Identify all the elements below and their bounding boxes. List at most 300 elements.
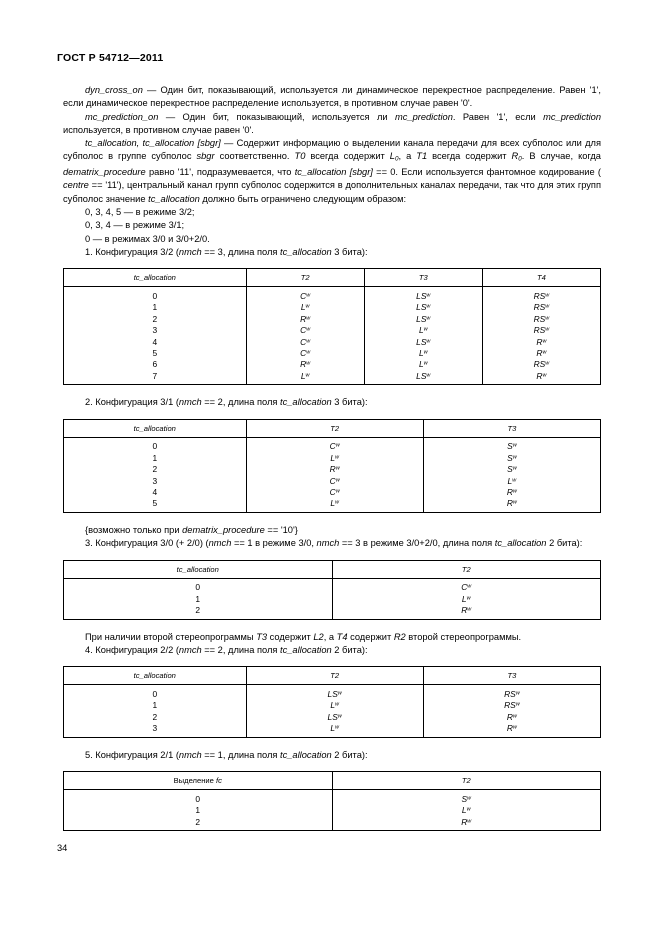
tc-allocation-table-3-0 bbox=[63, 560, 601, 620]
channel-label: LS bbox=[327, 689, 338, 700]
channel-label: L bbox=[300, 302, 306, 313]
caption-4-suffix: 2 бита): bbox=[331, 645, 368, 656]
constraint-item-1: 0, 3, 4 — в режиме 3/1; bbox=[85, 220, 185, 231]
caption-1-mid: == 3, длина поля bbox=[201, 246, 280, 257]
channel-superscript: w bbox=[542, 338, 547, 345]
cell-channel-value bbox=[246, 370, 364, 385]
caption-3-term-nmch-b: nmch bbox=[316, 538, 340, 549]
cell-channel-value bbox=[482, 336, 600, 347]
label-t0: T0 bbox=[294, 151, 306, 162]
cell-channel-value bbox=[482, 359, 600, 370]
cell-tc-allocation-index: 2 bbox=[64, 313, 247, 324]
column-header-t2: T2 bbox=[246, 667, 423, 685]
note-stereo-l2: L2 bbox=[313, 631, 324, 642]
caption-4-prefix: 4. Конфигурация 2/2 ( bbox=[85, 645, 179, 656]
cell-channel-value bbox=[246, 685, 423, 700]
table-row bbox=[64, 805, 601, 816]
table-body-4 bbox=[64, 685, 601, 738]
cell-tc-allocation-index: 0 bbox=[64, 578, 333, 593]
mc-prediction-text-3: используется, в противном случае равен '0'. bbox=[63, 124, 254, 135]
table-header-row bbox=[64, 772, 601, 790]
caption-5-mid: == 1, длина поля bbox=[201, 749, 280, 760]
paragraph-dyn-cross-on-text: — Один бит, показывающий, используется ли динамическое перекрестное распределение. Равен '1', если динамическое перекрестное распределение используется, в противном случае равен '0'. bbox=[63, 85, 601, 109]
channel-superscript: w bbox=[515, 702, 520, 709]
caption-2-term-nmch: nmch bbox=[178, 397, 202, 408]
channel-superscript: w bbox=[426, 338, 431, 345]
table-row bbox=[64, 790, 601, 805]
table-header-row bbox=[64, 419, 601, 437]
channel-label: C bbox=[300, 290, 307, 301]
cell-tc-allocation-index: 0 bbox=[64, 790, 333, 805]
channel-label: S bbox=[507, 464, 513, 475]
cell-channel-value bbox=[332, 816, 601, 831]
channel-superscript: w bbox=[306, 360, 311, 367]
table-row bbox=[64, 313, 601, 324]
channel-label: C bbox=[329, 475, 336, 486]
caption-3-suffix: 2 бита): bbox=[546, 538, 583, 549]
note-dematrix-text-2: == '10'} bbox=[264, 525, 298, 536]
header-label-fc: fc bbox=[215, 776, 222, 786]
term-mc-prediction-3: mc_prediction bbox=[543, 111, 602, 122]
channel-label: RS bbox=[533, 325, 546, 336]
channel-superscript: w bbox=[306, 349, 311, 356]
note-stereo-text-5: второй стереопрограммы. bbox=[405, 631, 522, 642]
channel-label: L bbox=[418, 325, 424, 336]
document-body bbox=[63, 84, 601, 831]
caption-5-prefix: 5. Конфигурация 2/1 ( bbox=[85, 749, 179, 760]
cell-channel-value bbox=[482, 324, 600, 335]
cell-channel-value bbox=[246, 302, 364, 313]
channel-label: R bbox=[506, 498, 513, 509]
table-body-3 bbox=[64, 578, 601, 619]
cell-channel-value bbox=[364, 347, 482, 358]
channel-label: R bbox=[300, 313, 307, 324]
channel-label: RS bbox=[504, 689, 516, 700]
channel-label: L bbox=[461, 805, 467, 816]
column-header-t3: T3 bbox=[423, 667, 600, 685]
table-caption-1 bbox=[63, 246, 601, 259]
mc-prediction-text-1: — Один бит, показывающий, используется ли bbox=[158, 111, 396, 122]
channel-superscript: w bbox=[512, 465, 517, 472]
header-label-plain: Выделение bbox=[173, 776, 216, 786]
channel-superscript: w bbox=[545, 326, 550, 333]
channel-superscript: w bbox=[466, 595, 471, 602]
cell-channel-value bbox=[423, 486, 600, 497]
cell-channel-value bbox=[364, 336, 482, 347]
channel-label: L bbox=[300, 370, 306, 381]
cell-channel-value bbox=[246, 498, 423, 513]
channel-superscript: w bbox=[426, 304, 431, 310]
caption-2-prefix: 2. Конфигурация 3/1 ( bbox=[85, 397, 179, 408]
channel-label: R bbox=[536, 347, 543, 358]
cell-channel-value bbox=[246, 287, 364, 302]
table-row bbox=[64, 452, 601, 463]
channel-superscript: w bbox=[306, 326, 311, 333]
note-second-stereo-program bbox=[63, 631, 601, 644]
cell-tc-allocation-index: 6 bbox=[64, 359, 247, 370]
table-row bbox=[64, 604, 601, 619]
caption-5-term-nmch: nmch bbox=[178, 749, 202, 760]
cell-channel-value bbox=[246, 486, 423, 497]
label-r0-sub: 0 bbox=[518, 155, 522, 163]
channel-superscript: w bbox=[335, 499, 340, 506]
table-row bbox=[64, 700, 601, 711]
cell-channel-value bbox=[423, 475, 600, 486]
cell-tc-allocation-index: 5 bbox=[64, 498, 247, 513]
cell-tc-allocation-index: 1 bbox=[64, 452, 247, 463]
channel-superscript: w bbox=[306, 315, 311, 322]
caption-1-term-nmch: nmch bbox=[178, 246, 202, 257]
channel-label: R bbox=[329, 464, 336, 475]
table-caption-2 bbox=[63, 396, 601, 409]
mc-prediction-text-2: . Равен '1', если bbox=[452, 111, 544, 122]
cell-channel-value bbox=[332, 790, 601, 805]
table-caption-4 bbox=[63, 644, 601, 657]
table-row bbox=[64, 593, 601, 604]
cell-tc-allocation-index: 3 bbox=[64, 723, 247, 738]
table-row bbox=[64, 723, 601, 738]
channel-label: RS bbox=[533, 359, 546, 370]
label-l0-sub: 0 bbox=[394, 155, 399, 163]
column-header-t2: T2 bbox=[246, 419, 423, 437]
cell-channel-value bbox=[246, 347, 364, 358]
caption-1-prefix: 1. Конфигурация 3/2 ( bbox=[85, 246, 179, 257]
channel-label: C bbox=[329, 441, 336, 452]
channel-superscript: w bbox=[467, 583, 472, 590]
table-row bbox=[64, 336, 601, 347]
cell-channel-value bbox=[423, 700, 600, 711]
cell-channel-value bbox=[423, 463, 600, 474]
channel-superscript: w bbox=[335, 477, 340, 484]
channel-superscript: w bbox=[512, 477, 517, 484]
constraint-item-2: 0 — в режимах 3/0 и 3/0+2/0. bbox=[85, 233, 210, 244]
note-stereo-r2: R2 bbox=[393, 631, 406, 642]
caption-3-prefix: 3. Конфигурация 3/0 (+ 2/0) ( bbox=[85, 538, 209, 549]
tc-allocation-table-3-2 bbox=[63, 268, 601, 385]
table-header-row bbox=[64, 560, 601, 578]
cell-channel-value bbox=[246, 359, 364, 370]
channel-superscript: w bbox=[335, 443, 340, 450]
cell-tc-allocation-index: 1 bbox=[64, 302, 247, 313]
table-row bbox=[64, 370, 601, 385]
channel-superscript: w bbox=[512, 724, 517, 731]
channel-superscript: w bbox=[467, 818, 472, 825]
note-stereo-text-3: , а bbox=[323, 631, 337, 642]
column-header-tc-allocation: tc_allocation bbox=[64, 419, 247, 437]
table-row bbox=[64, 578, 601, 593]
column-header-tc-allocation: tc_allocation bbox=[64, 560, 333, 578]
table-body-1 bbox=[64, 287, 601, 385]
channel-superscript: w bbox=[512, 488, 517, 495]
channel-superscript: w bbox=[426, 372, 431, 379]
tc-alloc-text-6: . В случае, когда bbox=[521, 151, 601, 162]
cell-channel-value bbox=[246, 313, 364, 324]
paragraph-tc-allocation bbox=[63, 137, 601, 206]
table-container-4 bbox=[63, 666, 601, 738]
channel-label: C bbox=[300, 336, 307, 347]
channel-superscript: w bbox=[545, 304, 550, 310]
table-row bbox=[64, 685, 601, 700]
cell-channel-value bbox=[364, 313, 482, 324]
cell-tc-allocation-index: 4 bbox=[64, 486, 247, 497]
channel-superscript: w bbox=[467, 795, 472, 802]
channel-superscript: w bbox=[426, 315, 431, 322]
tc-allocation-table-2-2 bbox=[63, 666, 601, 738]
column-header-tc-allocation: tc_allocation bbox=[64, 667, 247, 685]
cell-channel-value bbox=[332, 805, 601, 816]
table-row bbox=[64, 498, 601, 513]
cell-channel-value bbox=[423, 685, 600, 700]
cell-tc-allocation-index: 1 bbox=[64, 700, 247, 711]
channel-label: C bbox=[300, 325, 307, 336]
label-l0-base: L bbox=[389, 151, 395, 162]
tc-alloc-text-2: соответственно. bbox=[214, 151, 295, 162]
channel-superscript: w bbox=[467, 606, 472, 613]
table-caption-5 bbox=[63, 749, 601, 762]
caption-3-term-tc: tc_allocation bbox=[494, 538, 547, 549]
channel-superscript: w bbox=[306, 292, 311, 299]
tc-alloc-text-7: равно '11', подразумевается, что bbox=[145, 167, 295, 178]
channel-label: L bbox=[418, 359, 424, 370]
channel-label: R bbox=[506, 723, 513, 734]
channel-superscript: w bbox=[335, 488, 340, 495]
cell-tc-allocation-index: 2 bbox=[64, 463, 247, 474]
cell-tc-allocation-index: 0 bbox=[64, 437, 247, 452]
channel-superscript: w bbox=[335, 702, 340, 709]
channel-label: L bbox=[330, 498, 336, 509]
channel-label: S bbox=[507, 441, 513, 452]
table-row bbox=[64, 437, 601, 452]
channel-superscript: w bbox=[512, 454, 517, 461]
channel-label: L bbox=[330, 452, 336, 463]
channel-label: LS bbox=[416, 370, 427, 381]
cell-channel-value bbox=[482, 287, 600, 302]
caption-1-suffix: 3 бита): bbox=[331, 246, 368, 257]
channel-label: RS bbox=[533, 302, 546, 313]
term-tc-allocation-2: tc_allocation bbox=[148, 193, 200, 204]
table-container-1 bbox=[63, 268, 601, 385]
tc-alloc-text-4: , а bbox=[398, 151, 417, 162]
caption-4-term-nmch: nmch bbox=[178, 645, 202, 656]
cell-tc-allocation-index: 0 bbox=[64, 685, 247, 700]
channel-superscript: w bbox=[306, 338, 311, 345]
caption-5-suffix: 2 бита): bbox=[331, 749, 368, 760]
cell-channel-value bbox=[482, 302, 600, 313]
table-row bbox=[64, 302, 601, 313]
cell-channel-value bbox=[364, 370, 482, 385]
channel-label: C bbox=[300, 347, 307, 358]
channel-label: RS bbox=[533, 313, 546, 324]
caption-5-term-tc: tc_allocation bbox=[280, 749, 332, 760]
channel-label: L bbox=[418, 347, 424, 358]
tc-alloc-text-8: == 0. Если используется фантомное кодирование ( bbox=[372, 167, 601, 178]
paragraph-dyn-cross-on bbox=[63, 84, 601, 111]
note-dematrix-procedure bbox=[63, 524, 601, 537]
caption-4-mid: == 2, длина поля bbox=[201, 645, 280, 656]
term-sbgr: sbgr bbox=[196, 151, 215, 162]
column-header-t3: T3 bbox=[364, 269, 482, 287]
column-header-t4: T4 bbox=[482, 269, 600, 287]
cell-channel-value bbox=[364, 324, 482, 335]
cell-channel-value bbox=[332, 578, 601, 593]
channel-label: L bbox=[507, 475, 513, 486]
tc-alloc-text-5: всегда содержит bbox=[427, 151, 512, 162]
channel-label: LS bbox=[416, 290, 427, 301]
tc-allocation-table-2-1 bbox=[63, 771, 601, 831]
caption-3-mid: == 1 в режиме 3/0, bbox=[231, 538, 317, 549]
channel-label: L bbox=[461, 593, 467, 604]
page-header-standard: ГОСТ Р 54712—2011 bbox=[57, 52, 164, 64]
channel-superscript: w bbox=[335, 724, 340, 731]
channel-superscript: w bbox=[515, 690, 520, 697]
paragraph-mc-prediction-on bbox=[63, 111, 601, 138]
channel-label: L bbox=[330, 723, 336, 734]
channel-label: C bbox=[461, 582, 468, 593]
channel-superscript: w bbox=[512, 443, 517, 450]
channel-label: S bbox=[461, 793, 468, 804]
table-body-2 bbox=[64, 437, 601, 512]
channel-label: C bbox=[329, 486, 336, 497]
channel-superscript: w bbox=[337, 690, 342, 697]
column-header-tc-allocation: tc_allocation bbox=[64, 269, 247, 287]
caption-2-term-tc: tc_allocation bbox=[280, 397, 332, 408]
caption-3-term-nmch: nmch bbox=[208, 538, 232, 549]
channel-superscript: w bbox=[545, 292, 550, 299]
cell-tc-allocation-index: 5 bbox=[64, 347, 247, 358]
table-header-row bbox=[64, 269, 601, 287]
cell-channel-value bbox=[423, 437, 600, 452]
channel-label: R bbox=[506, 486, 513, 497]
note-stereo-text-1: При наличии второй стереопрограммы bbox=[85, 631, 257, 642]
channel-superscript: w bbox=[337, 713, 342, 720]
channel-superscript: w bbox=[335, 465, 340, 472]
cell-tc-allocation-index: 3 bbox=[64, 475, 247, 486]
cell-channel-value bbox=[246, 463, 423, 474]
channel-superscript: w bbox=[335, 454, 340, 461]
tc-allocation-table-3-1 bbox=[63, 419, 601, 513]
channel-superscript: w bbox=[545, 315, 550, 322]
table-row bbox=[64, 359, 601, 370]
column-header-t2: T2 bbox=[332, 560, 601, 578]
cell-channel-value bbox=[364, 359, 482, 370]
note-stereo-t3: T3 bbox=[256, 631, 268, 642]
page-number: 34 bbox=[57, 843, 68, 853]
cell-channel-value bbox=[246, 711, 423, 722]
channel-label: R bbox=[506, 711, 513, 722]
term-dematrix-procedure: dematrix_procedure bbox=[63, 167, 146, 178]
tc-alloc-text-10: должно быть ограничено следующим образом: bbox=[199, 193, 407, 204]
term-tc-allocation-sbgr: tc_allocation [sbgr] bbox=[294, 167, 373, 178]
channel-superscript: w bbox=[426, 292, 431, 299]
table-row bbox=[64, 347, 601, 358]
label-r0-base: R bbox=[511, 151, 519, 162]
table-row bbox=[64, 486, 601, 497]
caption-3-mid-2: == 3 в режиме 3/0+2/0, длина поля bbox=[339, 538, 495, 549]
channel-label: S bbox=[507, 452, 513, 463]
table-row bbox=[64, 816, 601, 831]
cell-channel-value bbox=[246, 723, 423, 738]
channel-label: R bbox=[536, 336, 543, 347]
term-centre: centre bbox=[63, 180, 89, 191]
tc-alloc-text-9: == '11'), центральный канал групп субполос содержится в дополнительных каналах передачи, так что для этих групп субполос значение bbox=[63, 180, 601, 204]
channel-label: R bbox=[536, 370, 543, 381]
table-row bbox=[64, 463, 601, 474]
cell-tc-allocation-index: 7 bbox=[64, 370, 247, 385]
note-dematrix-term: dematrix_procedure bbox=[182, 525, 265, 536]
column-header-vydelenie-fc bbox=[64, 772, 333, 790]
cell-channel-value bbox=[423, 498, 600, 513]
channel-label: RS bbox=[533, 290, 546, 301]
cell-tc-allocation-index: 2 bbox=[64, 711, 247, 722]
term-dyn-cross-on: dyn_cross_on bbox=[85, 85, 143, 95]
note-dematrix-text-1: {возможно только при bbox=[85, 525, 183, 536]
channel-superscript: w bbox=[305, 304, 310, 310]
term-mc-prediction-2: mc_prediction bbox=[395, 111, 453, 122]
tc-alloc-text-1: — Содержит информацию о выделении канала передачи для всех субполос или для субполос в группе субполос bbox=[63, 138, 601, 162]
channel-superscript: w bbox=[512, 499, 517, 506]
cell-channel-value bbox=[246, 324, 364, 335]
table-row bbox=[64, 475, 601, 486]
channel-superscript: w bbox=[423, 349, 428, 356]
tc-alloc-text-3: всегда содержит bbox=[305, 151, 390, 162]
channel-label: L bbox=[330, 700, 336, 711]
table-body-5 bbox=[64, 790, 601, 831]
table-row bbox=[64, 324, 601, 335]
channel-superscript: w bbox=[542, 372, 547, 379]
note-stereo-text-4: содержит bbox=[347, 631, 394, 642]
table-header-row bbox=[64, 667, 601, 685]
table-row bbox=[64, 711, 601, 722]
table-container-5 bbox=[63, 771, 601, 831]
term-tc-allocation: tc_allocation, tc_allocation [sbgr] bbox=[85, 138, 221, 149]
channel-superscript: w bbox=[542, 349, 547, 356]
cell-channel-value bbox=[332, 593, 601, 604]
channel-superscript: w bbox=[545, 360, 550, 367]
cell-tc-allocation-index: 2 bbox=[64, 604, 333, 619]
cell-tc-allocation-index: 0 bbox=[64, 287, 247, 302]
cell-channel-value bbox=[423, 723, 600, 738]
cell-channel-value bbox=[364, 302, 482, 313]
channel-label: RS bbox=[504, 700, 516, 711]
cell-tc-allocation-index: 2 bbox=[64, 816, 333, 831]
table-container-3 bbox=[63, 560, 601, 620]
label-r0 bbox=[512, 151, 522, 161]
cell-channel-value bbox=[423, 452, 600, 463]
caption-1-term-tc: tc_allocation bbox=[280, 246, 332, 257]
column-header-t2: T2 bbox=[332, 772, 601, 790]
cell-tc-allocation-index: 3 bbox=[64, 324, 247, 335]
note-stereo-t4: T4 bbox=[336, 631, 348, 642]
cell-tc-allocation-index: 4 bbox=[64, 336, 247, 347]
channel-label: R bbox=[461, 605, 468, 616]
term-mc-prediction-on: mc_prediction_on bbox=[85, 111, 159, 122]
caption-2-suffix: 3 бита): bbox=[331, 397, 368, 408]
cell-channel-value bbox=[482, 347, 600, 358]
cell-channel-value bbox=[332, 604, 601, 619]
cell-channel-value bbox=[482, 313, 600, 324]
column-header-t2: T2 bbox=[246, 269, 364, 287]
note-stereo-text-2: содержит bbox=[267, 631, 314, 642]
caption-2-mid: == 2, длина поля bbox=[201, 397, 280, 408]
cell-tc-allocation-index: 1 bbox=[64, 593, 333, 604]
cell-tc-allocation-index: 1 bbox=[64, 805, 333, 816]
channel-label: LS bbox=[416, 313, 427, 324]
table-caption-3 bbox=[63, 537, 601, 550]
cell-channel-value bbox=[246, 452, 423, 463]
channel-label: LS bbox=[416, 336, 427, 347]
channel-superscript: w bbox=[466, 806, 471, 813]
table-row bbox=[64, 287, 601, 302]
